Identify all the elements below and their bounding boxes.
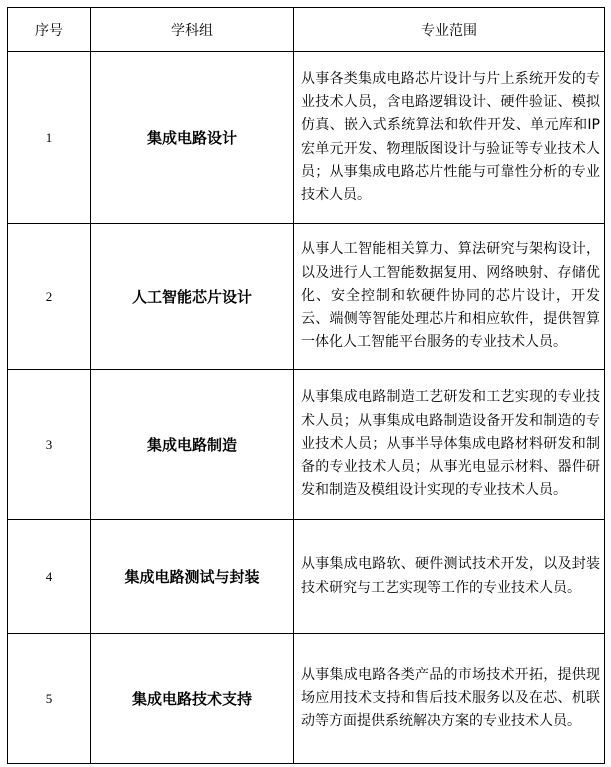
row-scope: 从事人工智能相关算力、算法研究与架构设计，以及进行人工智能数据复用、网络映射、存储优化、安全控制和软硬件协同的芯片设计，开发云、端侧等智能处理芯片和相应软件，提供智算一体化人工智能平台服务的专业技术人员。 bbox=[294, 224, 605, 370]
row-scope: 从事集成电路软、硬件测试技术开发，以及封装技术研究与工艺实现等工作的专业技术人员。 bbox=[294, 520, 605, 634]
row-index: 3 bbox=[8, 370, 91, 520]
row-index: 4 bbox=[8, 520, 91, 634]
row-index: 2 bbox=[8, 224, 91, 370]
header-index: 序号 bbox=[8, 8, 91, 52]
table-row bbox=[8, 634, 605, 764]
row-group: 集成电路设计 bbox=[91, 52, 294, 224]
row-scope: 从事各类集成电路芯片设计与片上系统开发的专业技术人员，含电路逻辑设计、硬件验证、模拟仿真、嵌入式系统算法和软件开发、单元库和IP宏单元开发、物理版图设计与验证等专业技术人员；从事集成电路芯片性能与可靠性分析的专业技术人员。 bbox=[294, 52, 605, 224]
table-row bbox=[8, 370, 605, 520]
header-scope: 专业范围 bbox=[294, 8, 605, 52]
header-row bbox=[8, 8, 605, 52]
header-group: 学科组 bbox=[91, 8, 294, 52]
row-index: 1 bbox=[8, 52, 91, 224]
row-group: 集成电路测试与封装 bbox=[91, 520, 294, 634]
table-row bbox=[8, 52, 605, 224]
discipline-table bbox=[7, 7, 605, 764]
row-group: 人工智能芯片设计 bbox=[91, 224, 294, 370]
row-group: 集成电路制造 bbox=[91, 370, 294, 520]
table-row bbox=[8, 224, 605, 370]
row-index: 5 bbox=[8, 634, 91, 764]
row-scope: 从事集成电路制造工艺研发和工艺实现的专业技术人员；从事集成电路制造设备开发和制造的专业技术人员；从事半导体集成电路材料研发和制备的专业技术人员；从事光电显示材料、器件研发和制造及模组设计实现的专业技术人员。 bbox=[294, 370, 605, 520]
row-group: 集成电路技术支持 bbox=[91, 634, 294, 764]
row-scope: 从事集成电路各类产品的市场技术开拓，提供现场应用技术支持和售后技术服务以及在芯、机联动等方面提供系统解决方案的专业技术人员。 bbox=[294, 634, 605, 764]
table-row bbox=[8, 520, 605, 634]
